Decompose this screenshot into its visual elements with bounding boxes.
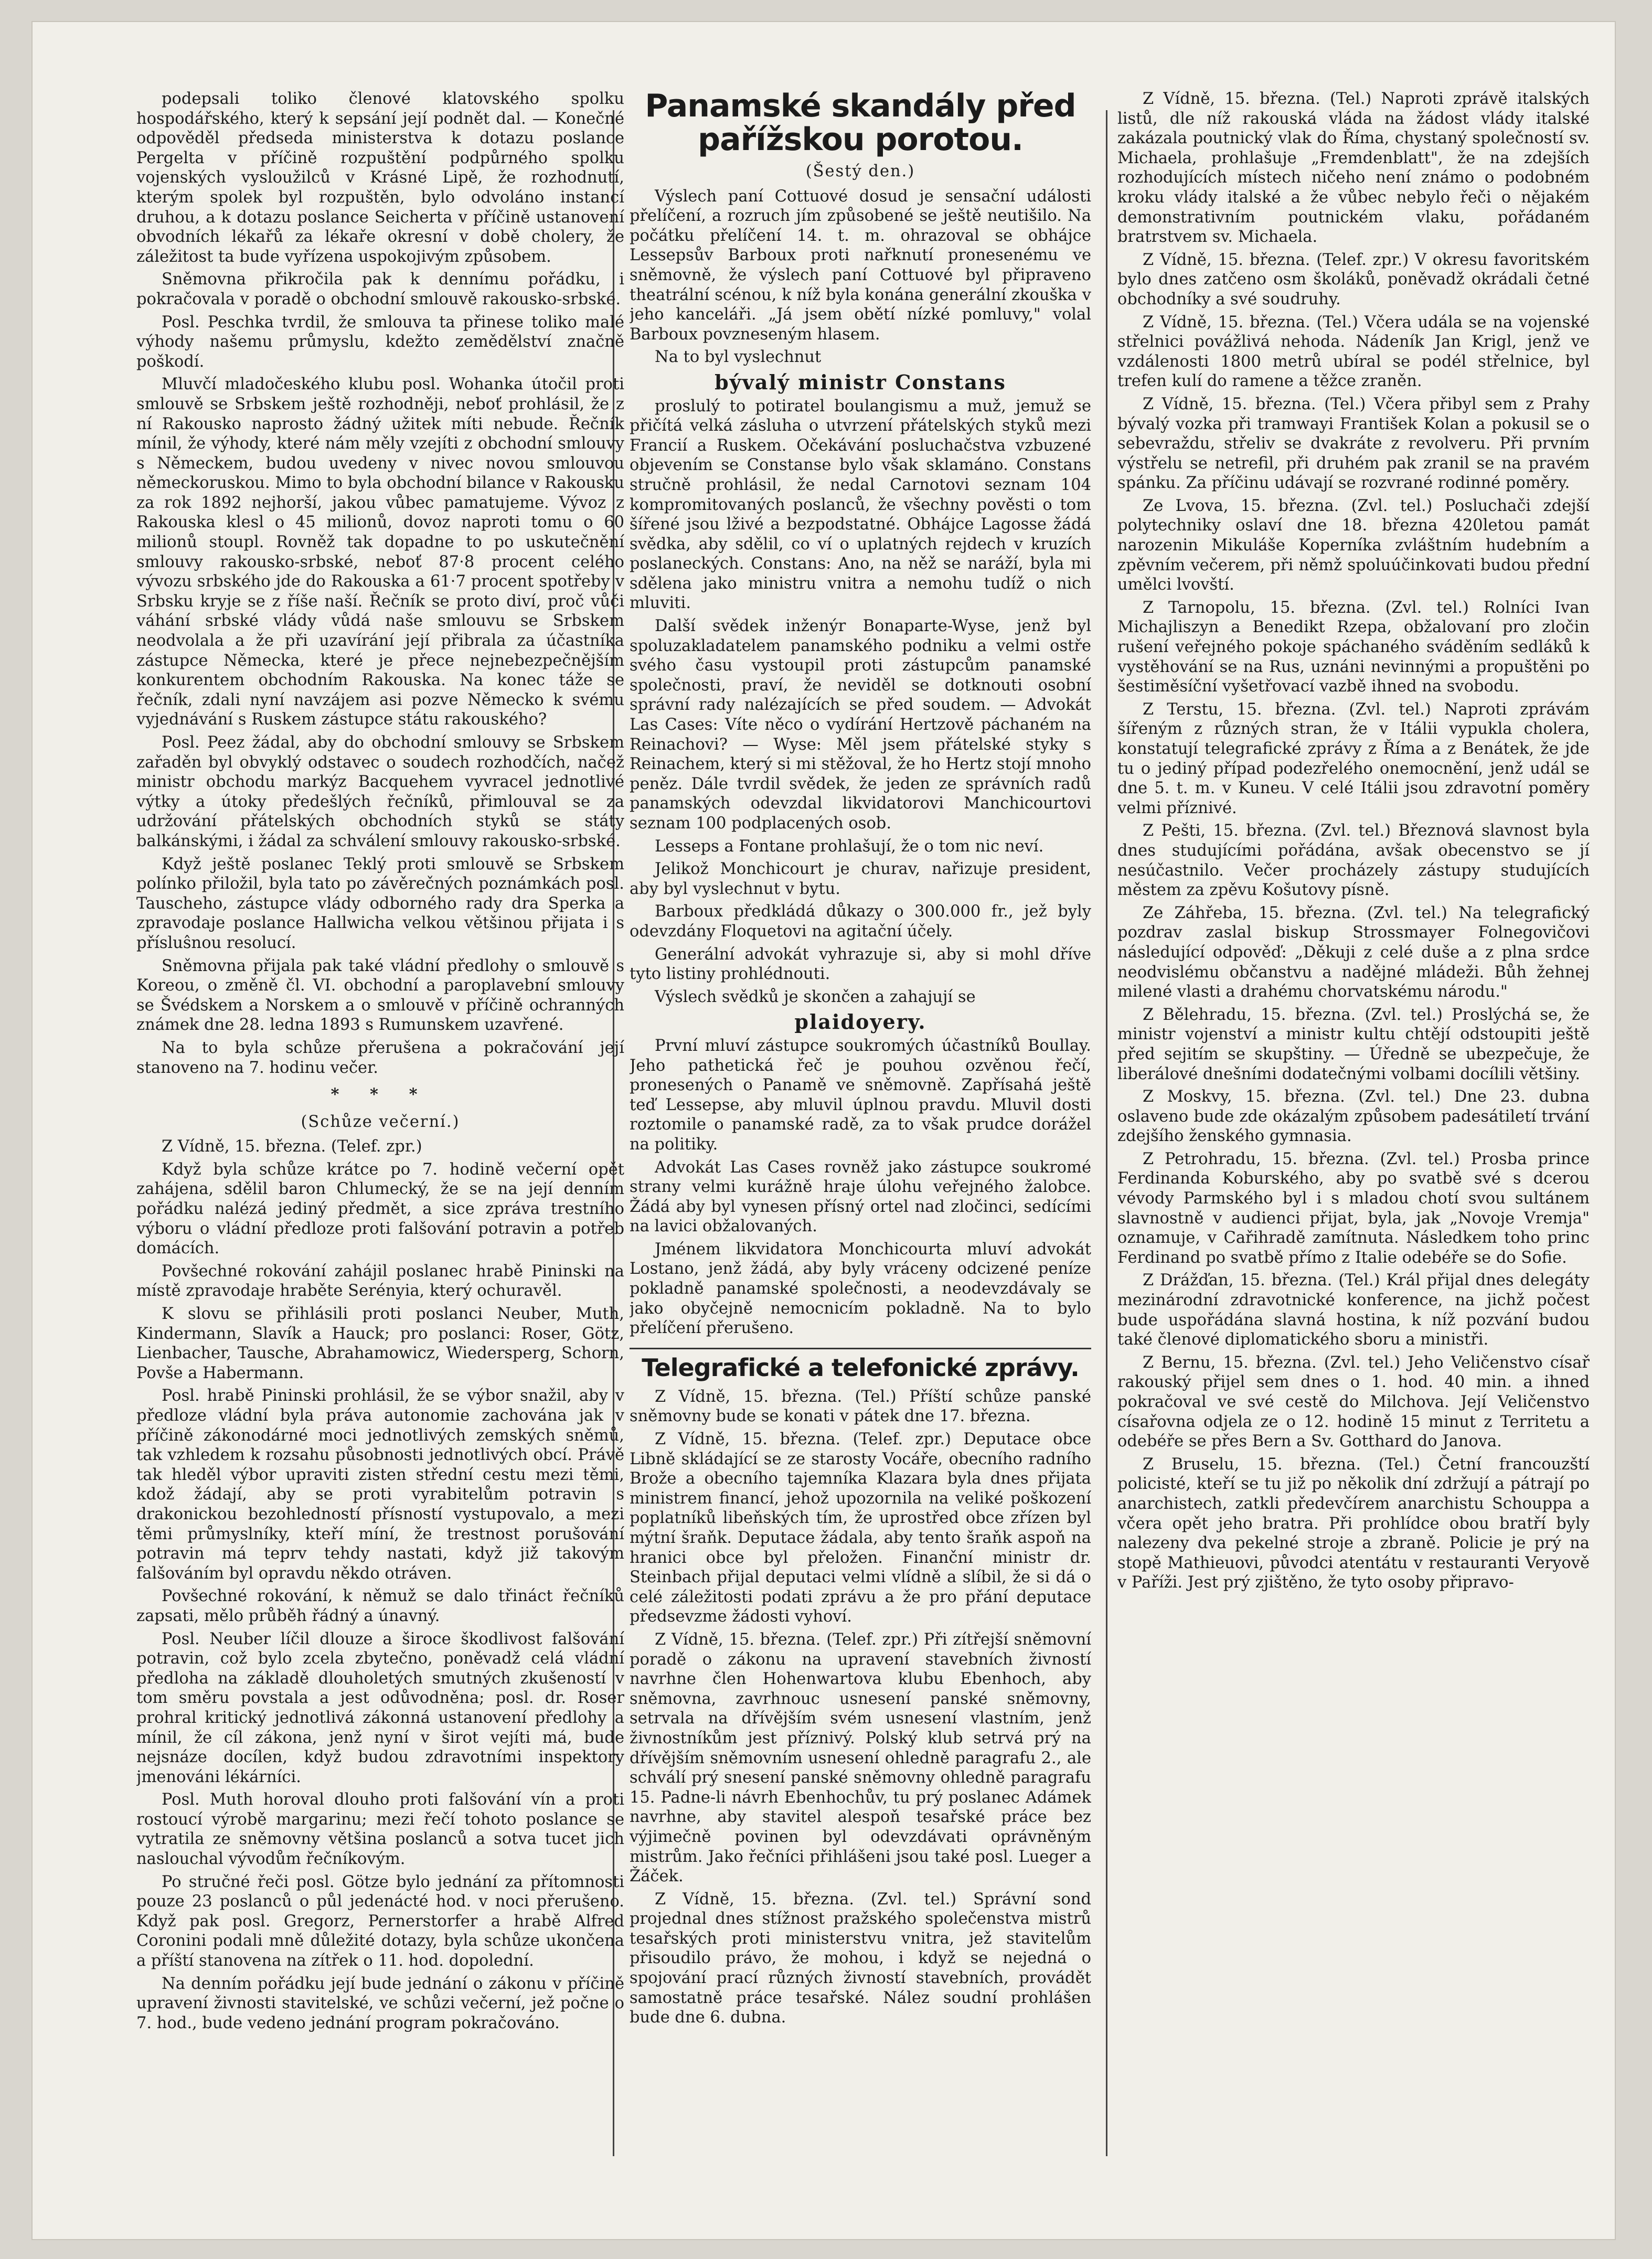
news-item: Z Pešti, 15. března. (Zvl. tel.) Březnová slavnost byla dnes studujícími pořádána, avšak obecenstvo se jí nesúčastnilo. Večer procházely zástupy studujících městem za zpěvu Košutovy písně.	[1117, 822, 1590, 900]
paragraph: K slovu se přihlásili proti poslanci Neuber, Muth, Kindermann, Slavík a Hauck; pro poslanci: Roser, Götz, Lienbacher, Tausche, Abrahamowicz, Wiedersperg, Schorn, Povše a Habermann.	[136, 1305, 624, 1382]
news-item: Z Vídně, 15. března. (Tel.) Včera udála se na vojenské střelnici povážlivá nehoda. Nádeník Jan Krigl, jenž ve vzdálenosti 1800 metrů ubíral se podél střelnice, byl trefen kulí do ramene a těžce zraněn.	[1117, 313, 1590, 391]
section-separator: * * *	[331, 1085, 430, 1104]
subheading: bývalý ministr Constans	[715, 370, 1006, 394]
paragraph: Další svědek inženýr Bonaparte-Wyse, jenž byl spoluzakladatelem panamského podniku a velmi ostře svého času vystoupil proti zástupcům panamské společnosti, praví, že neviděl se dotknouti osobní správní rady nalézajících se před soudem. — Advokát Las Cases: Víte něco o vydírání Hertzově páchaném na Reinachovi? — Wyse: Měl jsem přátelské styky s Reinachem, který si mi stěžoval, že ho Hertz stojí mnoho peněz. Dále tvrdil svědek, že jeden ze správních radů panamských odevzdal likvidatorovi Manchicourtovi seznam 100 podplacených osob.	[630, 617, 1091, 833]
paragraph: Barboux předkládá důkazy o 300.000 fr., jež byly odevzdány Floquetovi na agitační účely.	[630, 902, 1091, 941]
newspaper-page	[31, 21, 1616, 2240]
paragraph: Sněmovna přijala pak také vládní předlohy o smlouvě s Koreou, o změně čl. VI. obchodní a paroplavební smlouvy se Švédskem a Norskem a o smlouvě v příčině ochranných známek dne 28. ledna 1893 s Rumunskem uzavřené.	[136, 956, 624, 1035]
paragraph: Výslech paní Cottuové dosud je sensační události přelíčení, a rozruch jím způsobené se ještě neutišilo. Na počátku přelíčení 14. t. m. ohrazoval se obhájce Lessepsův Barboux proti nařknutí pronesenému ve sněmovně, že výslech paní Cottuové byl připraveno theatrální scénou, k níž byla konána generální zkouška v jeho kanceláři. „Já jsem obětí nízké pomluvy," volal Barboux povzneseným hlasem.	[630, 187, 1091, 344]
news-item: Z Vídně, 15. března. (Telef. zpr.) V okresu favoritském bylo dnes zatčeno osm školáků, poněvadž okrádali četné obchodníky a své soudruhy.	[1117, 250, 1590, 308]
paragraph: podepsali toliko členové klatovského spolku hospodářského, který k sepsání její podnět dal. — Konečné odpověděl předseda ministerstva k dotazu poslance Pergelta v příčině rozpuštění podpůrného spolku vojenských vysloužilců v Krásné Lipě, že rozhodnutí, kterým spolek byl rozpuštěn, bylo odvoláno instancí druhou, a k dotazu poslance Seicherta v příčině ustanovení obvodních lékařů za lékaře okresní v době cholery, že záležitost ta bude vyřízena uspokojivým způsobem.	[136, 90, 624, 266]
news-item: Z Vídně, 15. března. (Tel.) Včera přibyl sem z Prahy bývalý vozka při tramwayi František Kolan a pokusil se o sebevraždu, střeliv se dvakráte z revolveru. Při prvním výstřelu se netrefil, při druhém pak zranil se na pravém spánku. Za příčinu udávají se rozvrané rodinné poměry.	[1117, 395, 1590, 493]
paragraph: Výslech svědků je skončen a zahajují se	[655, 987, 976, 1006]
paragraph: Jelikož Monchicourt je churav, nařizuje president, aby byl vyslechnut v bytu.	[630, 860, 1091, 898]
subheading: plaidoyery.	[794, 1010, 926, 1034]
news-item: Z Terstu, 15. března. (Zvl. tel.) Naproti zprávám šířeným z různých stran, že v Itálii vypukla cholera, konstatují telegrafické zprávy z Říma a z Benátek, že jde tu o jediný případ podezřelého onemocnění, jenž udál se dne 5. t. m. v Kuneu. V celé Itálii jsou zdravotní poměry velmi příznivé.	[1117, 700, 1590, 817]
paragraph: Posl. Peschka tvrdil, že smlouva ta přinese toliko malé výhody našemu průmyslu, kdežto zemědělství značně poškodí.	[136, 313, 624, 371]
news-item: Z Vídně, 15. března. (Telef. zpr.) Při zítřejší sněmovní poradě o zákonu na upravení stavebních živností navrhne člen Hohenwartova klubu Ebenhoch, aby sněmovna, zavrhnouc usnesení panské sněmovny, setrvala na dřívějším svém usnesení vlastním, jenž živnostníkům jest příznivý. Polský klub setrvá prý na dřívějším sněmovním usnesení ohledně paragrafu 2., ale schválí prý snesení panské sněmovny ohledně paragrafu 15. Padne-li návrh Ebenhochův, tu prý poslanec Adámek navrhne, aby stavitel alespoň tesařské práce bez výjimečně povinen byl odevzdávati oprávněným mistrům. Jako řečníci přihlášeni jsou také posl. Lueger a Žáček.	[630, 1630, 1091, 1886]
news-item: Z Bělehradu, 15. března. (Zvl. tel.) Proslýchá se, že ministr vojenství a ministr kultu chtějí odstoupiti ještě před sejitím se skupštiny. — Úředně se ubezpečuje, že liberálové dnešními dodatečnými volbami docílili většiny.	[1117, 1005, 1590, 1083]
news-item: Z Vídně, 15. března. (Zvl. tel.) Správní sond projednal dnes stížnost pražského společenstva mistrů tesařských proti ministerstvu vnitra, jež stavitelům přisoudilo právo, že mohou, i když se nejedná o spojování prací různých živností stavebních, provádět samostatně práce tesařské. Nález soudní prohlášen bude dne 6. dubna.	[630, 1890, 1091, 2027]
news-item: Ze Záhřeba, 15. března. (Zvl. tel.) Na telegrafický pozdrav zaslal biskup Strossmayer Folnegovičovi následující odpověď: „Děkuji z celé duše a z plna srdce neodvislému občanstvu a nadějné mládeži. Bůh žehnej milené vlasti a drahému chorvatskému národu."	[1117, 903, 1590, 1001]
news-item: Z Drážďan, 15. března. (Tel.) Král přijal dnes delegáty mezinárodní zdravotnické konference, na jichž počest bude uspořádána slavná hostina, k níž pozvání budou také členové diplomatického sboru a ministři.	[1117, 1271, 1590, 1349]
paragraph: Jménem likvidatora Monchicourta mluví advokát Lostano, jenž žádá, aby byly vráceny odcizené peníze pokladně panamské společnosti, a neodevzdávaly se jako obyčejně nemocnicím pokladně. Na to bylo přelíčení přerušeno.	[630, 1240, 1091, 1338]
news-item: Z Tarnopolu, 15. března. (Zvl. tel.) Rolníci Ivan Michajliszyn a Benedikt Rzepa, obžalovaní pro zločin rušení veřejného pokoje spáchaného sváděním sedláků k vystěhování se na Rus, uznáni nevinnými a propuštěni po šestiměsíční vyšetřovací vazbě ihned na svobodu.	[1117, 598, 1590, 696]
paragraph: Posl. Muth horoval dlouho proti falšování vín a proti rostoucí výrobě margarinu; mezi řečí tohoto poslance se vytratila ze sněmovny většina poslanců a sotva tucet jich naslouchal vývodům řečníkovým.	[136, 1791, 624, 1869]
paragraph: První mluví zástupce soukromých účastníků Boullay. Jeho pathetická řeč je pouhou ozvěnou řečí, pronesených o Panamě ve sněmovně. Zapřísahá ještě teď Lessepse, aby mluvil úplnou pravdu. Mluvil dosti roztomile o panamské radě, za to však prudce dorážel na politiky.	[630, 1036, 1091, 1154]
news-item: Z Bernu, 15. března. (Zvl. tel.) Jeho Veličenstvo císař rakouský přijel sem dnes o 1. hod. 40 min. a ihned pokračoval ve své cestě do Milchova. Její Veličenstvo císařovna odjela ze o 12. hodině 15 minut z Territetu a odebéře se přes Bern a Sv. Gotthard do Janova.	[1117, 1353, 1590, 1451]
dateline: Z Vídně, 15. března. (Telef. zpr.)	[162, 1137, 422, 1156]
paragraph: Po stručné řeči posl. Götze bylo jednání za přítomnosti pouze 23 poslanců o půl jedenácté hod. v noci přerušeno. Když pak posl. Gregorz, Pernerstorfer a hrabě Alfred Coronini podali mně důležité dotazy, byla schůze ukončena a příští stanovena na zítřek o 11. hod. dopolední.	[136, 1872, 624, 1970]
news-item: Z Vídně, 15. března. (Tel.) Příští schůze panské sněmovny bude se konati v pátek dne 17. března.	[630, 1387, 1091, 1426]
paragraph: proslulý to potiratel boulangismu a muž, jemuž se přičítá velká zásluha o utvrzení přátelských styků mezi Francií a Ruskem. Očekávání posluchačstva vzbuzené objevením se Constanse bylo však sklamáno. Constans stručně prohlásil, že nedal Carnotovi seznam 104 kompromitovaných poslanců, že všechny pověsti o tom šířené jsou lživé a bezpodstatné. Obhájce Lagosse žádá svědka, aby sdělil, co ví o uplatných rejdech v kruzích poslaneckých. Constans: Ano, na něž se naráží, byla mi sdělena jako ministru vnitra a nemohu tudíž o nich mluviti.	[630, 397, 1091, 613]
paragraph: Když ještě poslanec Teklý proti smlouvě se Srbskem polínko přiložil, byla tato po závěrečných poznámkách posl. Tauscheho, zástupce vlády odborného rady dra Sperka a zpravodaje poslance Hallwicha velkou většinou přijata i s přísluŝnou resolucí.	[136, 855, 624, 952]
news-item: Z Moskvy, 15. března. (Zvl. tel.) Dne 23. dubna oslaveno bude zde okázalým způsobem padesátiletí trvání zdejšího ženského gymnasia.	[1117, 1088, 1590, 1146]
paragraph: Na to byl vyslechnut	[655, 348, 822, 367]
paragraph: Mluvčí mladočeského klubu posl. Wohanka útočil proti smlouvě se Srbskem ještě rozhodněji, neboť prohlásil, že z ní Rakousko naprosto žádný užitek míti nebude. Řečník mínil, že výhody, které nám měly vzejíti z obchodní smlouvy s Německem, budou uvedeny v nivec novou smlouvou německoruskou. Mimo to byla obchodní bilance v Rakousku za rok 1892 nejhorší, jakou vůbec pamatujeme. Vývoz z Rakouska klesl o 45 milionů, dovoz naproti tomu o 60 milionů stoupl. Rovněž tak dopadne to po uskutečnění smlouvy rakousko-srbské, neboť 87·8 procent celého vývozu srbského jde do Rakouska a 61·7 procent spotřeby v Srbsku kryje se z říše naší. Řečník se proto diví, proč vůči váhání srbské vlády vůdá naše smlouvu se Srbskem neodvolala a že při uzavírání její přibrala za účastníka zástupce Německa, které je přece nejnebezpečnějším konkurentem obchodním Rakouska. Na konec táže se řečník, zdali nyní navzájem asi pozve Německo k svému vyjednávání s Ruskem zástupce státu rakouského?	[136, 375, 624, 729]
paragraph: Advokát Las Cases rovněž jako zástupce soukromé strany velmi kurážně hraje úlohu veřejného žalobce. Žádá aby byl vynesen přísný ortel nad zločinci, sedícími na lavici obžalovaných.	[630, 1158, 1091, 1236]
section-headline: Telegrafické a telefonické zprávy.	[642, 1353, 1079, 1382]
paragraph: Na denním pořádku její bude jednání o zákonu v příčině upravení živnosti stavitelské, ve schůzi večerní, jež počne o 7. hod., bude vedeno jednání program pokračováno.	[136, 1974, 624, 2032]
news-item: Z Petrohradu, 15. března. (Zvl. tel.) Prosba prince Ferdinanda Koburského, aby po svatbě své s dcerou vévody Parmského byl i s mladou chotí svou sultánem slavnostně v audienci přijat, byla, jak „Novoje Vremja" oznamuje, v Cařihradě zamítnuta. Následkem toho princ Ferdinand po svatbě přímo z Italie odebéře se do Sofie.	[1117, 1149, 1590, 1267]
paragraph: Lesseps a Fontane prohlašují, že o tom nic neví.	[655, 837, 1044, 856]
paragraph: Posl. Neuber líčil dlouze a široce škodlivost falšování potravin, což bylo zcela zbytečno, poněvadž celá vládní předloha na základě dlouholetých smutných zkušeností v tom směru povstala a jest odůvodněna; posl. dr. Roser prohral kritický jednotlivá zákonná ustanovení předlohy a mínil, že cíl zákona, jenž nyní v širot vejíti má, bude nejsnáze docílen, když budou zdravotními inspektory jmenováni lékárníci.	[136, 1629, 624, 1786]
paragraph: Když byla schůze krátce po 7. hodině večerní opět zahájena, sdělil baron Chlumecký, že se na její denním pořádku nalézá jediný předmět, a sice zpráva trestního výboru o vládní předloze proti falšování potravin a potřeb domácích.	[136, 1160, 624, 1258]
evening-session-title: (Schůze večerní.)	[301, 1112, 460, 1131]
column-parliament	[136, 89, 624, 2167]
article-headline: Panamské skandály před pařížskou porotou.	[645, 89, 1076, 158]
paragraph: Posl. hrabě Pininski prohlásil, že se výbor snažil, aby v předloze vládní byla práva autonomie zachována jak v příčině zákonodárné moci jednotlivých zemských sněmů, tak vzhledem k rozsahu působnosti jednotlivých obcí. Právě tak hleděl výbor upraviti zisten střední cestu mezi těmi, kdož žádají, aby se proti vyrabitelům potravin s drakonickou bezohledností přísností vystupovalo, a mezi těmi průmyslníky, kteří míní, že trestnost porušování potravin má teprv tehdy nastati, když již takovým falšováním byl opravdu někdo otráven.	[136, 1387, 624, 1583]
section-rule	[630, 1348, 1091, 1349]
paragraph: Povšechné rokování, k němuž se dalo třináct řečníků zapsati, mělo průběh řádný a únavný.	[136, 1587, 624, 1625]
article-subtitle: (Šestý den.)	[805, 162, 915, 180]
column-panama	[630, 89, 1091, 2167]
paragraph: Povšechné rokování zahájil poslanec hrabě Pininski na místě zpravodaje hraběte Serényia, který ochuravěl.	[136, 1262, 624, 1301]
paragraph: Sněmovna přikročila pak k dennímu pořádku, i pokračovala v poradě o obchodní smlouvě rakousko-srbské.	[136, 270, 624, 308]
paragraph: Na to byla schůze přerušena a pokračování její stanoveno na 7. hodinu večer.	[136, 1038, 624, 1077]
news-item: Z Bruselu, 15. března. (Tel.) Četní francouzští policisté, kteří se tu již po několik dní zdržují a pátrají po anarchistech, zatkli předevčírem anarchistu Schouppa a včera opět jeho bratra. Při prohlídce obou bratří byly nalezeny dva pekelné stroje a zbraně. Policie je prý na stopě Mathieuovi, původci atentátu v restauranti Veryově v Paříži. Jest prý zjištěno, že tyto osoby připravo-	[1117, 1455, 1590, 1592]
paragraph: Posl. Peez žádal, aby do obchodní smlouvy se Srbskem zařaděn byl obvyklý odstavec o soudech rozhodčích, načež ministr obchodu markýz Bacquehem vyvracel jednotlivé výtky a útoky předešlých řečníků, přimlouval se za udržování přátelských obchodních styků se státy balkánskými, i žádal za schválení smlouvy rakousko-srbské.	[136, 733, 624, 850]
news-item: Z Vídně, 15. března. (Tel.) Naproti zprávě italských listů, dle níž rakouská vláda na žádost vlády italské zakázala poutnický vlak do Říma, chystaný společností sv. Michaela, prohlašuje „Fremdenblatt", že na zdejších rozhodujících místech ničeho není známo o podobném kroku vlády italské a že vůbec nebylo řeči o nějakém demonstrativním poutnickém vlaku, pořádaném bratrstvem sv. Michaela.	[1117, 90, 1590, 247]
news-item: Z Vídně, 15. března. (Telef. zpr.) Deputace obce Libně skládající se ze starosty Vocáře, obecního radního Brože a obecního tajemníka Klazara byla dnes přijata ministrem financí, jehož upozornila na veliké poškození poplatníků libeňských tím, že uprostřed obce zřízen byl mýtní šraňk. Deputace žádala, aby tento šraňk aspoň na hranici obce byl přeložen. Finanční ministr dr. Steinbach přijal deputaci velmi vlídně a slíbil, že si dá o celé záležitosti podati zprávu a že pro přání deputace předsevzme žádosti vyhoví.	[630, 1430, 1091, 1626]
column-divider	[1106, 110, 1107, 2156]
paragraph: Generální advokát vyhrazuje si, aby si mohl dříve tyto listiny prohlédnouti.	[630, 945, 1091, 984]
column-telegrams	[1117, 89, 1590, 2167]
news-item: Ze Lvova, 15. března. (Zvl. tel.) Posluchači zdejší polytechniky oslaví dne 18. března 420letou památ narozenin Mikuláše Koperníka zvláštním hudebním a zpěvním večerem, při němž spoluúčinkovati budou přední umělci lvovští.	[1117, 496, 1590, 594]
